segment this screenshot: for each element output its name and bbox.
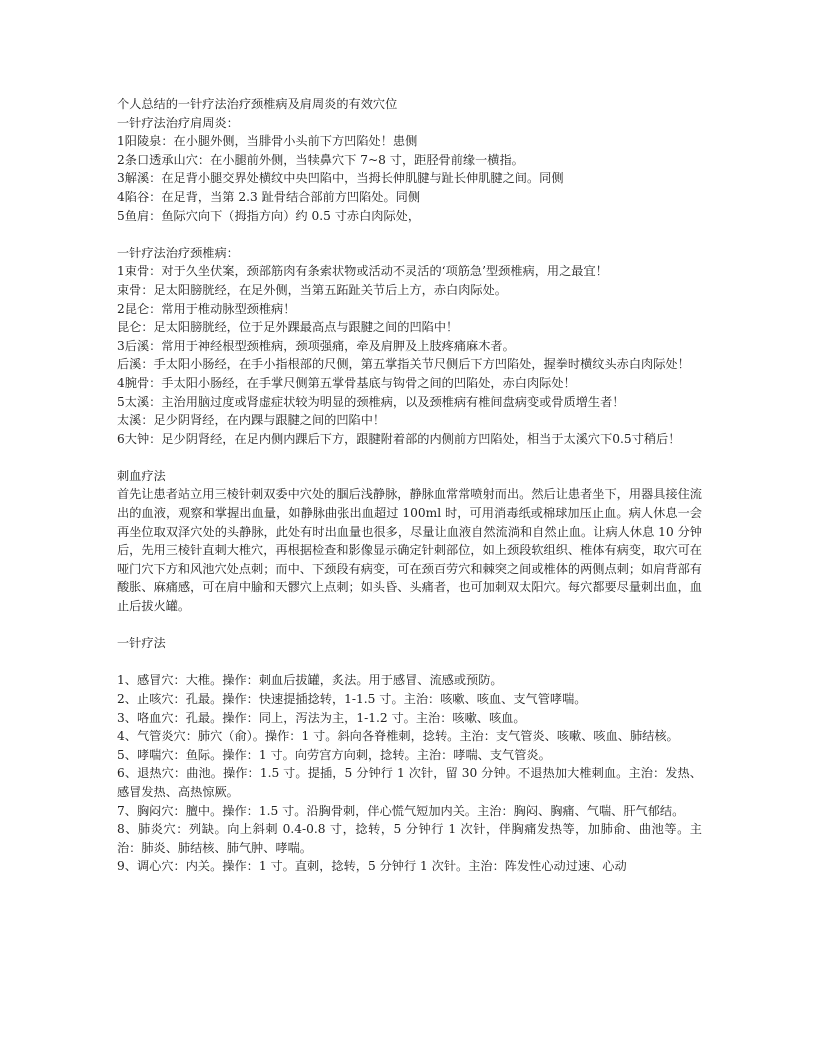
document-page <box>117 95 702 876</box>
onepoint-item: 9、调心穴：内关。操作：1 寸。直刺，捻转，5 分钟行 1 次针。主治：阵发性心动过速、心动 <box>117 859 627 874</box>
document-title: 个人总结的一针疗法治疗颈椎病及肩周炎的有效穴位 <box>117 97 398 111</box>
onepoint-item: 7、胸闷穴：膻中。操作：1.5 寸。沿胸骨刺，伴心慌气短加内关。主治：胸闷、胸痛、气喘、肝气郁结。 <box>117 803 685 818</box>
shoulder-item: 5鱼肩：鱼际穴向下（拇指方向）约 0.5 寸赤白肉际处， <box>117 208 421 223</box>
shoulder-item: 2条口透承山穴：在小腿前外侧，当犊鼻穴下 7~8 寸，距胫骨前缘一横指。 <box>117 152 524 167</box>
cervical-item: 昆仑：足太阳膀胱经，位于足外踝最高点与跟腱之间的凹陷中！ <box>117 320 459 335</box>
onepoint-section <box>117 634 702 876</box>
shoulder-section <box>117 114 702 226</box>
cervical-item: 2昆仑：常用于椎动脉型颈椎病！ <box>117 301 296 316</box>
cervical-section <box>117 244 702 449</box>
onepoint-item: 4、气管炎穴：肺穴（俞）。操作：1 寸。斜向各脊椎刺，捻转。主治：支气管炎、咳嗽、咳血、肺结核。 <box>117 729 679 744</box>
cervical-item: 6大钟：足少阴肾经，在足内侧内踝后下方，跟腱附着部的内侧前方凹陷处，相当于太溪穴下0.5寸稍后！ <box>117 431 681 446</box>
onepoint-item: 1、感冒穴：大椎。操作：刺血后拔罐，炙法。用于感冒、流感或预防。 <box>117 673 503 688</box>
bloodletting-heading: 刺血疗法 <box>117 468 166 483</box>
cervical-heading: 一针疗法治疗颈椎病： <box>117 245 239 260</box>
onepoint-item: 6、退热穴：曲池。操作：1.5 寸。提插，5 分钟行 1 次针，留 30 分钟。不退热加大椎刺血。主治：发热、感冒发热、高热惊厥。 <box>117 766 702 799</box>
cervical-item: 1束骨：对于久坐伏案，颈部筋肉有条索状物或活动不灵活的‘项筋急’型颈椎病，用之最宜！ <box>117 264 608 279</box>
bloodletting-section <box>117 467 702 616</box>
onepoint-item: 3、咯血穴：孔最。操作：同上，泻法为主，1-1.2 寸。主治：咳嗽、咳血。 <box>117 710 526 725</box>
shoulder-item: 4陷谷：在足背，当第 2.3 趾骨结合部前方凹陷处。同侧 <box>117 189 421 204</box>
cervical-item: 3后溪：常用于神经根型颈椎病，颈项强痛，牵及肩胛及上肢疼痛麻木者。 <box>117 338 515 353</box>
onepoint-item: 5、哮喘穴：鱼际。操作：1 寸。向劳宫方向刺，捻转。主治：哮喘、支气管炎。 <box>117 747 551 762</box>
onepoint-item: 8、肺炎穴：列缺。向上斜刺 0.4-0.8 寸，捻转，5 分钟行 1 次针，伴胸痛发热等，加肺俞、曲池等。主治：肺炎、肺结核、肺气肿、哮喘。 <box>117 822 702 855</box>
shoulder-heading: 一针疗法治疗肩周炎： <box>117 115 239 130</box>
shoulder-item: 3解溪：在足背小腿交界处横纹中央凹陷中，当拇长伸肌腱与趾长伸肌腱之间。同侧 <box>117 171 564 186</box>
bloodletting-paragraph: 首先让患者站立用三棱针刺双委中穴处的腘后浅静脉，静脉血常常喷射而出。然后让患者坐下，用器具接住流出的血液，观察和掌握出血量，如静脉曲张出血超过 100ml 时，可用消毒纸或棉球加压止血。病人休息一会再坐位取双泽穴处的头静脉，此处有时出血量也很多，尽量让血液自然流淌和自然止血。让病人休息 10 分钟后，先用三棱针直刺大椎穴，再根据检查和影像显示确定针刺部位，如上颈段软组织、椎体有病变，取穴可在哑门穴下方和风池穴处点刺；而中、下颈段有病变，可在颈百劳穴和棘突之间或椎体的两侧点刺；如肩背部有酸胀、麻痛感，可在肩中腧和天髎穴上点刺；如头昏、头痛者，也可加刺双太阳穴。每穴都要尽量刺出血，血止后拔火罐。 <box>117 487 702 614</box>
shoulder-item: 1阳陵泉：在小腿外侧，当腓骨小头前下方凹陷处！患侧 <box>117 134 418 149</box>
onepoint-item: 2、止咳穴：孔最。操作：快速提插捻转，1-1.5 寸。主治：咳嗽、咳血、支气管哮喘。 <box>117 692 587 706</box>
cervical-item: 束骨：足太阳膀胱经，在足外侧，当第五跖趾关节后上方，赤白肉际处。 <box>117 282 507 297</box>
cervical-item: 太溪：足少阴肾经，在内踝与跟腱之间的凹陷中！ <box>117 413 386 428</box>
cervical-item: 4腕骨：手太阳小肠经，在手掌尺侧第五掌骨基底与钩骨之间的凹陷处，赤白肉际处！ <box>117 375 576 390</box>
cervical-item: 后溪：手太阳小肠经，在手小指根部的尺侧，第五掌指关节尺侧后下方凹陷处，握拳时横纹头赤白肉际处！ <box>117 357 690 372</box>
cervical-item: 5太溪：主治用脑过度或肾虚症状较为明显的颈椎病，以及颈椎病有椎间盘病变或骨质增生者！ <box>117 394 625 409</box>
onepoint-heading: 一针疗法 <box>117 636 166 651</box>
